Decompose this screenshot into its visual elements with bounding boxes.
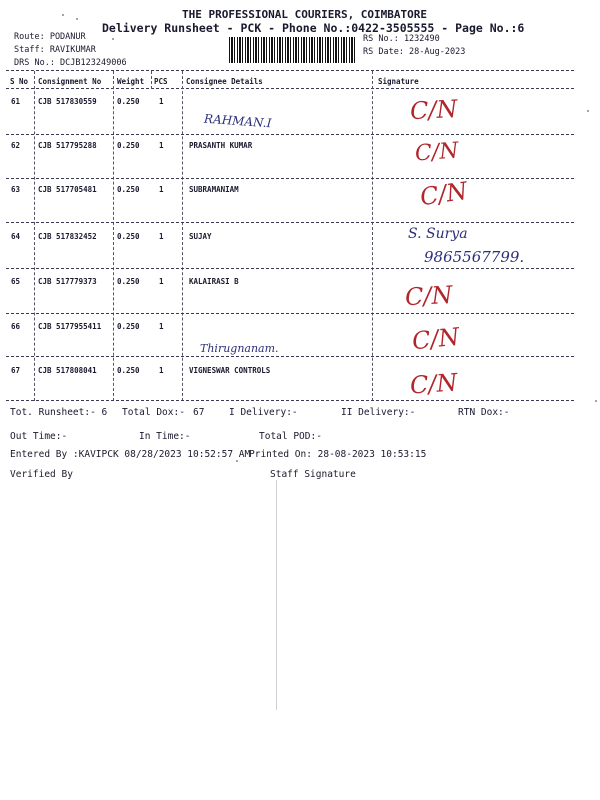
company-title: THE PROFESSIONAL COURIERS, COIMBATORE — [182, 8, 428, 21]
printed-on: Printed On: 28-08-2023 10:53:15 — [249, 449, 427, 460]
row-pcs: 1 — [159, 277, 164, 286]
staff-signature-label: Staff Signature — [270, 469, 356, 480]
col-separator — [113, 71, 114, 401]
row-weight: 0.250 — [117, 277, 140, 286]
scan-streak — [276, 480, 277, 710]
row-sno: 62 — [11, 141, 21, 150]
row-pcs: 1 — [159, 366, 164, 375]
row-consignment: CJB 517808041 — [38, 366, 97, 375]
signature-mark: C/N — [409, 94, 459, 126]
rs-number: RS No.: 1232490 — [363, 34, 440, 44]
handwritten-consignee: Thirugnanam. — [200, 342, 279, 355]
verified-by: Verified By — [10, 469, 73, 480]
row-consignment: CJB 517795288 — [38, 141, 97, 150]
row-weight: 0.250 — [117, 322, 140, 331]
col-header-weight: Weight — [117, 77, 145, 86]
row-pcs: 1 — [159, 232, 164, 241]
row-consignment: CJB 517779373 — [38, 277, 97, 286]
route-label: Route: PODANUR — [14, 32, 86, 42]
rs-date: RS Date: 28-Aug-2023 — [363, 47, 466, 57]
barcode — [229, 37, 357, 63]
row-weight: 0.250 — [117, 97, 140, 106]
row-pcs: 1 — [159, 141, 164, 150]
row-sno: 67 — [11, 366, 21, 375]
row-consignee: SUBRAMANIAM — [189, 185, 239, 194]
handwritten-consignee: RAHMAN.I — [203, 111, 272, 131]
scan-speck — [587, 110, 589, 112]
row-rule — [6, 134, 574, 135]
col-separator — [151, 71, 152, 89]
row-sno: 66 — [11, 322, 21, 331]
row-consignee: KALAIRASI B — [189, 277, 239, 286]
row-weight: 0.250 — [117, 185, 140, 194]
signature-mark: C/N — [414, 138, 460, 167]
row-pcs: 1 — [159, 322, 164, 331]
row-sno: 64 — [11, 232, 21, 241]
col-header-sno: S No — [10, 77, 29, 86]
scan-speck — [236, 460, 238, 462]
i-delivery: I Delivery:- — [229, 407, 298, 418]
row-consignment: CJB 5177955411 — [38, 322, 102, 331]
row-consignee: SUJAY — [189, 232, 212, 241]
total-dox-label: Total Dox:- — [122, 407, 185, 418]
row-weight: 0.250 — [117, 232, 140, 241]
row-weight: 0.250 — [117, 141, 140, 150]
scan-speck — [62, 14, 64, 16]
rtn-dox: RTN Dox:- — [458, 407, 510, 418]
col-separator — [34, 71, 35, 401]
total-runsheet: Tot. Runsheet:- 6 — [10, 407, 108, 418]
entered-by: Entered By :KAVIPCK 08/28/2023 10:52:57 AM — [10, 449, 251, 460]
row-rule — [6, 268, 574, 269]
row-pcs: 1 — [159, 97, 164, 106]
row-consignee: VIGNESWAR CONTROLS — [189, 366, 271, 375]
row-rule — [6, 356, 574, 357]
row-consignment: CJB 517830559 — [38, 97, 97, 106]
col-header-pcs: PCS — [154, 77, 168, 86]
out-time: Out Time:- — [10, 431, 68, 442]
scan-speck — [76, 18, 78, 20]
scan-speck — [112, 38, 114, 40]
row-weight: 0.250 — [117, 366, 140, 375]
col-separator — [372, 71, 373, 401]
col-header-consignment: Consignment No — [38, 77, 102, 86]
col-header-consignee: Consignee Details — [186, 77, 263, 86]
row-pcs: 1 — [159, 185, 164, 194]
signature-mark: C/N — [409, 368, 459, 400]
total-dox-value: 67 — [193, 407, 205, 418]
staff-label: Staff: RAVIKUMAR — [14, 45, 96, 55]
signature-mark: C/N — [404, 280, 454, 312]
row-sno: 63 — [11, 185, 21, 194]
table-bottom-rule — [6, 400, 574, 401]
runsheet-subtitle: Delivery Runsheet - PCK - Phone No.:0422-3505555 - Page No.:6 — [102, 21, 525, 35]
table-top-rule — [6, 70, 574, 71]
ii-delivery: II Delivery:- — [341, 407, 416, 418]
table-header-rule — [6, 88, 574, 89]
signature-mark: C/N — [410, 322, 461, 356]
col-header-signature: Signature — [378, 77, 419, 86]
signature-phone: 9865567799. — [424, 248, 525, 266]
drs-number: DRS No.: DCJB123249006 — [14, 58, 127, 68]
signature-mark: C/N — [418, 176, 470, 212]
row-sno: 65 — [11, 277, 21, 286]
in-time: In Time:- — [139, 431, 191, 442]
total-pod: Total POD:- — [259, 431, 322, 442]
row-rule — [6, 178, 574, 179]
row-rule — [6, 313, 574, 314]
scan-speck — [595, 400, 597, 402]
row-consignment: CJB 517832452 — [38, 232, 97, 241]
row-consignment: CJB 517705481 — [38, 185, 97, 194]
row-consignee: PRASANTH KUMAR — [189, 141, 253, 150]
row-sno: 61 — [11, 97, 21, 106]
row-rule — [6, 222, 574, 223]
signature-mark: S. Surya — [408, 226, 468, 242]
col-separator — [182, 71, 183, 401]
